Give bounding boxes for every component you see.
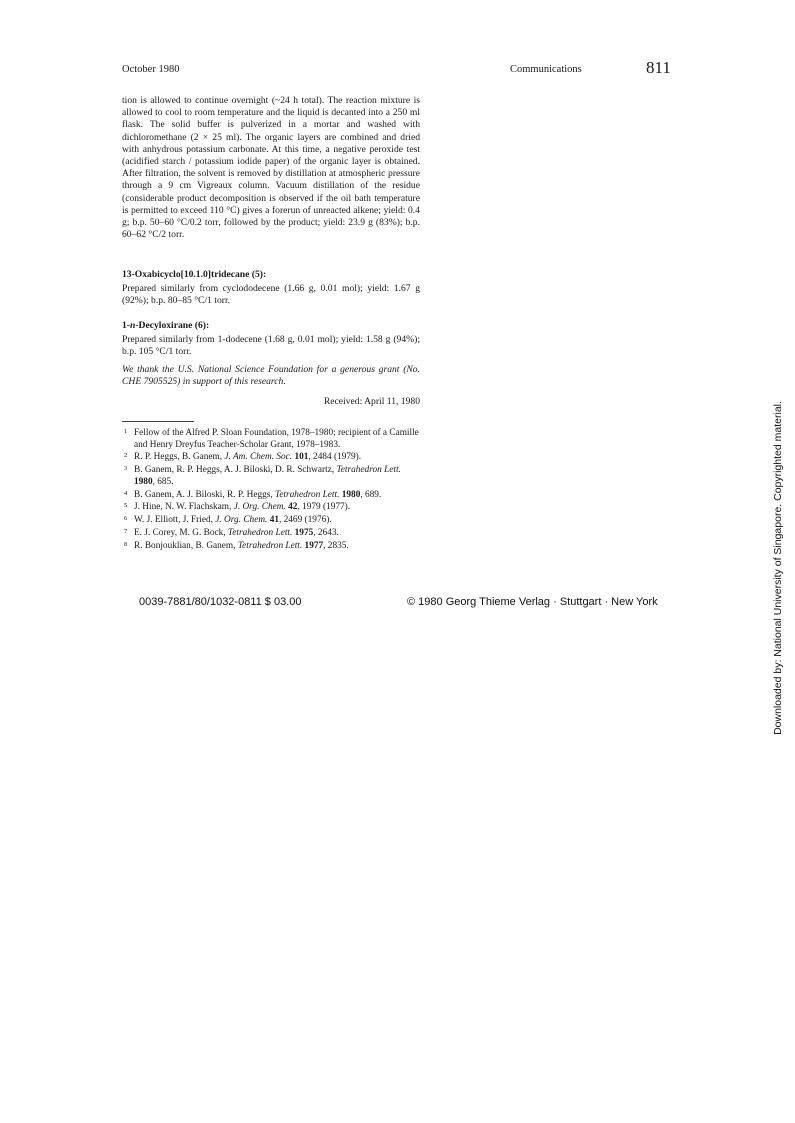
header-date: October 1980 <box>122 64 180 75</box>
reference-text: R. Bonjouklian, B. Ganem, <box>134 540 238 551</box>
reference-text: Tetrahedron Lett. <box>336 465 401 476</box>
reference-number: 1 <box>124 428 128 435</box>
heading-decyloxirane <box>122 320 420 332</box>
footer-copyright: © 1980 Georg Thieme Verlag · Stuttgart · New York <box>407 596 658 608</box>
reference-text: Fellow of the Alfred P. Sloan Foundation, 1978–1980; recipient of a Camille and Henry Dreyfus Teacher-Scholar Grant, 1978–1983. <box>134 428 419 450</box>
reference-text: 1977 <box>304 540 324 551</box>
reference-item <box>122 465 424 488</box>
reference-number: 4 <box>124 489 128 497</box>
reference-text: 1980 <box>341 489 361 500</box>
reference-text: R. P. Heggs, B. Ganem, <box>134 452 225 463</box>
reference-number: 7 <box>124 527 128 535</box>
heading-oxabicyclo: 13-Oxabicyclo[10.1.0]tridecane (5): <box>122 269 267 280</box>
reference-number: 5 <box>124 502 128 510</box>
reference-item <box>122 541 424 553</box>
footer-code: 0039-7881/80/1032-0811 $ 03.00 <box>139 596 302 608</box>
reference-item <box>122 528 424 540</box>
heading-decyloxirane-suffix: -Decyloxirane (6): <box>135 320 210 331</box>
reference-text: J. Org. Chem. <box>233 502 286 513</box>
page-number: 811 <box>646 58 671 77</box>
acknowledgment: We thank the U.S. National Science Foundation for a generous grant (No. CHE 7905525) in support of this research. <box>122 364 420 388</box>
reference-text: 1980 <box>134 476 153 487</box>
reference-item <box>122 452 424 464</box>
reference-text: B. Ganem, A. J. Biloski, R. P. Heggs, <box>134 489 276 500</box>
reference-text: , 2484 (1979). <box>308 452 362 463</box>
heading-decyloxirane-italic: n <box>130 320 136 331</box>
reference-text: W. J. Elliott, J. Fried, <box>134 515 216 526</box>
heading-decyloxirane-prefix: 1- <box>122 320 130 331</box>
reference-text: , 1979 (1977). <box>297 502 351 513</box>
reference-item <box>122 515 424 527</box>
reference-text: J. Am. Chem. Soc. <box>224 452 293 463</box>
reference-text: Tetrahedron Lett. <box>237 540 303 551</box>
reference-text: 42 <box>288 502 298 513</box>
reference-number: 3 <box>124 465 128 473</box>
reference-text: J. Hine, N. W. Flachskam, <box>134 502 234 513</box>
reference-text: , 689. <box>360 489 382 500</box>
reference-number: 6 <box>124 515 128 523</box>
reference-text: B. Ganem, R. P. Heggs, A. J. Biloski, D. R. Schwartz, <box>134 465 337 476</box>
reference-text: 41 <box>269 515 279 526</box>
paragraph-oxabicyclo: Prepared similarly from cyclododecene (1.66 g, 0.01 mol); yield: 1.67 g (92%); b.p. 80–85 °C/1 torr. <box>122 283 420 307</box>
download-notice: Downloaded by: National University of Singapore. Copyrighted material. <box>772 401 784 735</box>
reference-text: 1975 <box>294 527 314 538</box>
reference-number: 8 <box>124 540 128 548</box>
reference-item <box>122 490 424 502</box>
reference-list <box>122 428 424 553</box>
paragraph-decyloxirane: Prepared similarly from 1-dodecene (1.68 g, 0.01 mol); yield: 1.58 g (94%); b.p. 105 °C/1 torr. <box>122 334 420 358</box>
footnote-divider <box>122 421 194 422</box>
reference-item <box>122 502 424 514</box>
reference-item <box>122 428 424 451</box>
paragraph-text: tion is allowed to continue overnight (~24 h total). The reaction mixture is allowed to cool to room temperature and the liquid is decanted into a 250 ml flask. The solid buffer is pulverized in a mortar and washed with dichloromethane (2 × 25 ml). The organic layers are combined and dried with anhydrous potassium carbonate. At this time, a negative peroxide test (acidified starch / potassium iodide paper) of the organic layer is obtained. After filtration, the solvent is removed by distillation at atmospheric pressure through a 9 cm Vigreaux column. Vacuum distillation of the residue (considerable product decomposition is observed if the oil bath temperature is permitted to exceed 110 °C) gives a forerun of unreacted alkene; yield: 0.4 g; b.p. 50–60 °C/0.2 torr, followed by the product; yield: 23.9 g (83%); b.p. 60–62 °C/2 torr. <box>122 95 420 241</box>
reference-text: Tetrahedron Lett. <box>275 489 340 500</box>
header-section: Communications <box>510 64 582 75</box>
reference-text: , 2835. <box>323 540 349 551</box>
reference-text: Tetrahedron Lett. <box>227 527 293 538</box>
reference-text: , 685. <box>152 476 174 487</box>
received-date: Received: April 11, 1980 <box>323 396 420 407</box>
body-paragraph-procedure <box>122 95 420 241</box>
reference-text: , 2469 (1976). <box>278 515 332 526</box>
reference-text: , 2643. <box>313 527 339 538</box>
reference-text: J. Org. Chem. <box>215 515 268 526</box>
reference-text: 101 <box>294 452 309 463</box>
reference-text: E. J. Corey, M. G. Bock, <box>134 527 228 538</box>
reference-number: 2 <box>124 452 128 460</box>
